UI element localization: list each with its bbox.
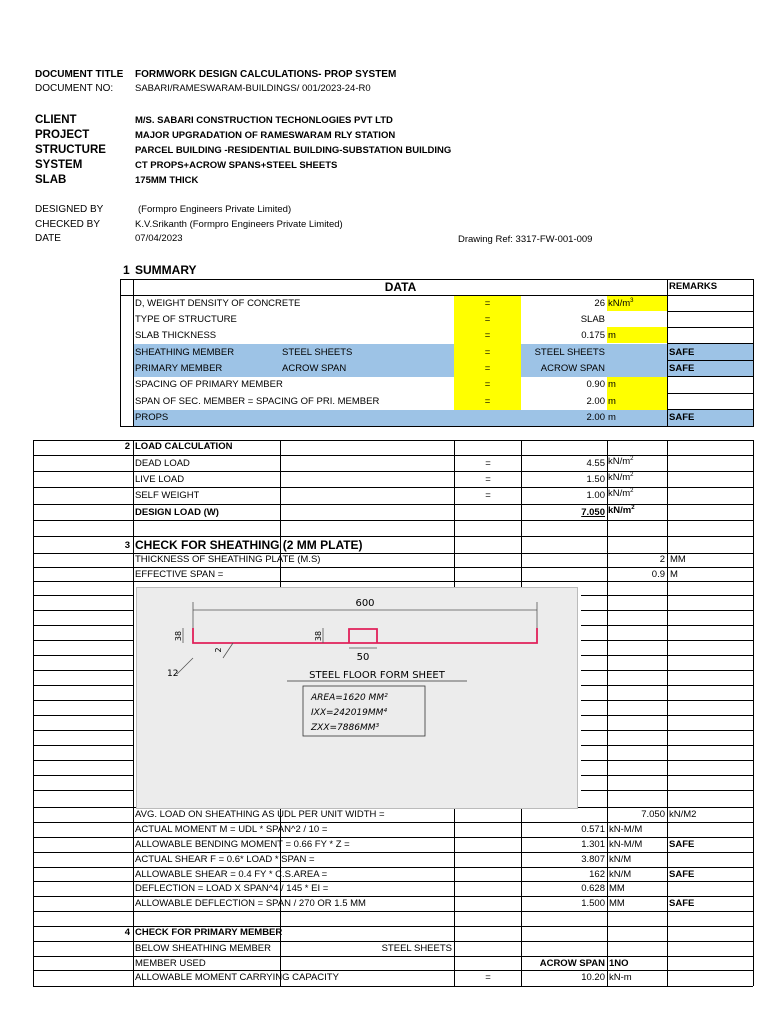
structure-label: STRUCTURE <box>35 144 106 156</box>
span-value: 0.9 <box>651 569 665 580</box>
summary-row-label: PRIMARY MEMBER <box>135 363 223 374</box>
sheathing-row-unit: kN-M/M <box>609 824 643 835</box>
unit-sup: 3 <box>630 297 634 304</box>
sheathing-row-label: ALLOWABLE SHEAR = 0.4 FY * C.S.AREA = <box>135 869 328 880</box>
grid-line <box>33 520 753 521</box>
unit-text: kN/m <box>608 456 631 467</box>
dim-50-label: 50 <box>356 652 370 663</box>
load-row-label: LIVE LOAD <box>135 474 185 485</box>
project-label: PROJECT <box>35 129 90 141</box>
unit-sup: 2 <box>630 487 634 494</box>
sheathing-row-label: ACTUAL MOMENT M = UDL * SPAN^2 / 10 = <box>135 824 328 835</box>
grid-line <box>33 760 134 761</box>
summary-row-value: STEEL SHEETS <box>534 347 605 358</box>
slab-value: 175MM THICK <box>135 175 199 186</box>
sheathing-row-unit: MM <box>609 883 625 894</box>
primary-number: 4 <box>124 927 130 938</box>
grid-line <box>33 911 753 912</box>
below-label: BELOW SHEATHING MEMBER <box>135 943 272 954</box>
drawing-ref: Drawing Ref: 3317-FW-001-009 <box>458 234 593 245</box>
sheathing-row-label: ALLOWABLE BENDING MOMENT = 0.66 FY * Z = <box>135 839 350 850</box>
summary-row-eq: = <box>484 330 491 341</box>
system-value: CT PROPS+ACROW SPANS+STEEL SHEETS <box>135 160 338 171</box>
data-header: DATA <box>384 280 417 294</box>
sheathing-row-unit: MM <box>609 898 625 909</box>
client-label: CLIENT <box>35 114 77 126</box>
load-number: 2 <box>124 441 130 452</box>
load-row-eq: = <box>485 458 491 469</box>
summary-row-sub: STEEL SHEETS <box>282 347 353 358</box>
grid-line <box>33 700 134 701</box>
member-used-value: ACROW SPAN <box>539 958 605 969</box>
capacity-value: 10.20 <box>581 972 605 983</box>
slab-label: SLAB <box>35 174 67 186</box>
sheathing-row-remark: SAFE <box>669 839 695 850</box>
sheathing-row-value: 1.500 <box>581 898 605 909</box>
grid-line <box>33 595 134 596</box>
dim-38b-label: 38 <box>314 630 323 642</box>
load-title: LOAD CALCULATION <box>135 441 233 452</box>
figure-caption: STEEL FLOOR FORM SHEET <box>309 670 445 681</box>
dim-600-label: 600 <box>355 598 375 609</box>
summary-row-unit <box>608 395 616 409</box>
sheathing-row-remark: SAFE <box>669 869 695 880</box>
date-value: 07/04/2023 <box>135 233 183 244</box>
grid-line <box>33 986 753 987</box>
summary-row-eq: = <box>484 298 491 309</box>
load-row-label: SELF WEIGHT <box>135 490 200 501</box>
grid-line <box>33 504 753 505</box>
sheathing-row-value: 0.571 <box>581 824 605 835</box>
load-row-unit <box>608 487 634 501</box>
load-row-unit <box>608 455 634 469</box>
thickness-label: THICKNESS OF SHEATHING PLATE (M.S) <box>135 554 321 565</box>
grid-line <box>33 715 134 716</box>
checked-label: CHECKED BY <box>35 219 101 230</box>
grid-line <box>33 685 134 686</box>
sheathing-row-value: 0.628 <box>581 883 605 894</box>
sheathing-row-label: ALLOWABLE DEFLECTION = SPAN / 270 OR 1.5 MM <box>135 898 366 909</box>
primary-title: CHECK FOR PRIMARY MEMBER <box>135 927 283 938</box>
unit-text: kN/m <box>608 505 632 516</box>
grid-col <box>454 807 455 986</box>
sheathing-row-unit2: kN/M2 <box>669 809 697 820</box>
summary-row-value: 2.00 <box>586 396 605 407</box>
client-value: M/S. SABARI CONSTRUCTION TECHONLOGIES PVT LTD <box>135 115 393 126</box>
grid-line <box>33 655 134 656</box>
sheathing-row-unit: kN-M/M <box>609 839 643 850</box>
system-label: SYSTEM <box>35 159 83 171</box>
grid-col <box>753 440 754 986</box>
sheathing-row-unit: kN/M <box>609 869 632 880</box>
unit-text: m <box>608 396 616 407</box>
sheathing-row-unit: kN/M <box>609 854 632 865</box>
steel-sheet-figure <box>136 587 578 809</box>
sheathing-row-value: 1.301 <box>581 839 605 850</box>
load-row-value: 4.55 <box>586 458 605 469</box>
summary-row-value: 0.175 <box>581 330 605 341</box>
summary-row-label: SLAB THICKNESS <box>135 330 217 341</box>
grid-line <box>33 640 134 641</box>
grid-line <box>33 610 134 611</box>
date-label: DATE <box>35 233 61 244</box>
props-row-highlight <box>134 410 753 426</box>
summary-row-unit <box>608 378 616 392</box>
summary-row-label: SPACING OF PRIMARY MEMBER <box>135 379 283 390</box>
checked-value: K.V.Srikanth (Formpro Engineers Private Limited) <box>135 219 343 230</box>
below-value: STEEL SHEETS <box>381 943 452 954</box>
grid-col <box>133 440 134 986</box>
summary-row-unit <box>608 411 616 425</box>
summary-number: 1 <box>123 263 130 277</box>
structure-value: PARCEL BUILDING -RESIDENTIAL BUILDING-SUBSTATION BUILDING <box>135 145 452 156</box>
ixx-label: IXX=242019MM⁴ <box>311 708 388 718</box>
doc-no: SABARI/RAMESWARAM-BUILDINGS/ 001/2023-24-R0 <box>135 83 371 94</box>
summary-row-value: 2.00 <box>586 412 605 423</box>
unit-sup: 2 <box>631 504 635 511</box>
designed-value: (Formpro Engineers Private Limited) <box>138 204 292 215</box>
unit-highlight-spacing <box>607 377 667 410</box>
sheathing-row-value2: 7.050 <box>641 809 665 820</box>
summary-row-label: SHEATHING MEMBER <box>135 347 235 358</box>
sheathing-row-value: 3.807 <box>581 854 605 865</box>
dim-38a-label: 38 <box>174 630 183 642</box>
summary-row-eq: = <box>484 347 491 358</box>
load-row-eq: = <box>485 490 491 501</box>
dim-12-label: 12 <box>167 669 179 679</box>
doc-title: FORMWORK DESIGN CALCULATIONS- PROP SYSTEM <box>135 69 397 80</box>
span-label: EFFECTIVE SPAN = <box>135 569 224 580</box>
summary-row-eq: = <box>484 396 491 407</box>
load-row-value: 7.050 <box>581 507 605 518</box>
thickness-value: 2 <box>659 554 665 565</box>
steel-sheet-drawing <box>137 588 577 808</box>
summary-row-label: SPAN OF SEC. MEMBER = SPACING OF PRI. MEMBER <box>135 396 380 407</box>
thickness-unit: MM <box>670 554 686 565</box>
grid-col <box>667 440 668 986</box>
grid-line <box>33 670 134 671</box>
summary-row-remark: SAFE <box>669 363 695 374</box>
member-used-label: MEMBER USED <box>135 958 206 969</box>
summary-row-eq: = <box>484 363 491 374</box>
grid-line <box>33 775 134 776</box>
span-unit: M <box>670 569 678 580</box>
summary-row-value: ACROW SPAN <box>540 363 605 374</box>
sheathing-row-value: 162 <box>589 869 605 880</box>
member-unit-highlight <box>607 344 667 377</box>
doc-no-label: DOCUMENT NO: <box>35 83 114 94</box>
unit-sup: 2 <box>630 471 634 478</box>
summary-row-label: D, WEIGHT DENSITY OF CONCRETE <box>135 298 301 309</box>
sheathing-number: 3 <box>124 540 130 551</box>
capacity-eq: = <box>485 972 491 983</box>
summary-row-eq: = <box>484 314 491 325</box>
load-row-unit <box>608 504 635 518</box>
member-qty: 1NO <box>609 958 629 969</box>
summary-row-remark: SAFE <box>669 347 695 358</box>
unit-text: m <box>608 412 616 423</box>
summary-row-sub: ACROW SPAN <box>282 363 347 374</box>
grid-col <box>607 440 608 986</box>
grid-line <box>33 790 134 791</box>
load-row-value: 1.50 <box>586 474 605 485</box>
unit-text: kN/m <box>608 298 631 309</box>
designed-label: DESIGNED BY <box>35 204 104 215</box>
project-value: MAJOR UPGRADATION OF RAMESWARAM RLY STATION <box>135 130 396 141</box>
summary-row-value: 26 <box>594 298 605 309</box>
load-row-unit <box>608 471 634 485</box>
summary-row-value: SLAB <box>580 314 605 325</box>
grid-line <box>33 745 134 746</box>
sheathing-title: CHECK FOR SHEATHING (2 MM PLATE) <box>135 538 363 552</box>
grid-col <box>33 440 34 986</box>
sheathing-row-label: DEFLECTION = LOAD X SPAN^4 / 145 * EI = <box>135 883 329 894</box>
dim-2-label: 2 <box>214 647 223 653</box>
summary-title: SUMMARY <box>135 263 197 277</box>
unit-text: kN/m <box>608 488 631 499</box>
summary-row-unit <box>608 297 634 311</box>
summary-row-remark: SAFE <box>669 412 695 423</box>
unit-highlight-thickness <box>607 327 667 343</box>
summary-row-unit <box>608 329 616 343</box>
sheathing-row-remark: SAFE <box>669 898 695 909</box>
unit-text: m <box>608 379 616 390</box>
sheathing-row-label: AVG. LOAD ON SHEATHING AS UDL PER UNIT WIDTH = <box>135 809 385 820</box>
capacity-unit: kN-m <box>609 972 632 983</box>
load-row-value: 1.00 <box>586 490 605 501</box>
grid-line <box>33 455 753 456</box>
unit-text: m <box>608 330 616 341</box>
zxx-label: ZXX=7886MM³ <box>311 723 380 733</box>
summary-row-value: 0.90 <box>586 379 605 390</box>
unit-sup: 2 <box>630 455 634 462</box>
summary-row-label: TYPE OF STRUCTURE <box>135 314 237 325</box>
area-label: AREA=1620 MM² <box>311 693 388 703</box>
sheathing-row-label: ACTUAL SHEAR F = 0.6* LOAD * SPAN = <box>135 854 315 865</box>
load-row-eq: = <box>485 474 491 485</box>
grid-line <box>33 471 753 472</box>
load-row-label: DEAD LOAD <box>135 458 190 469</box>
summary-row-label: PROPS <box>135 412 169 423</box>
grid-line <box>33 730 134 731</box>
capacity-label: ALLOWABLE MOMENT CARRYING CAPACITY <box>135 972 339 983</box>
grid-line <box>33 625 134 626</box>
grid-line <box>33 487 753 488</box>
remarks-header: REMARKS <box>669 281 718 292</box>
summary-row-eq: = <box>484 379 491 390</box>
load-row-label: DESIGN LOAD (W) <box>135 507 219 518</box>
unit-text: kN/m <box>608 472 631 483</box>
doc-title-label: DOCUMENT TITLE <box>35 69 124 80</box>
